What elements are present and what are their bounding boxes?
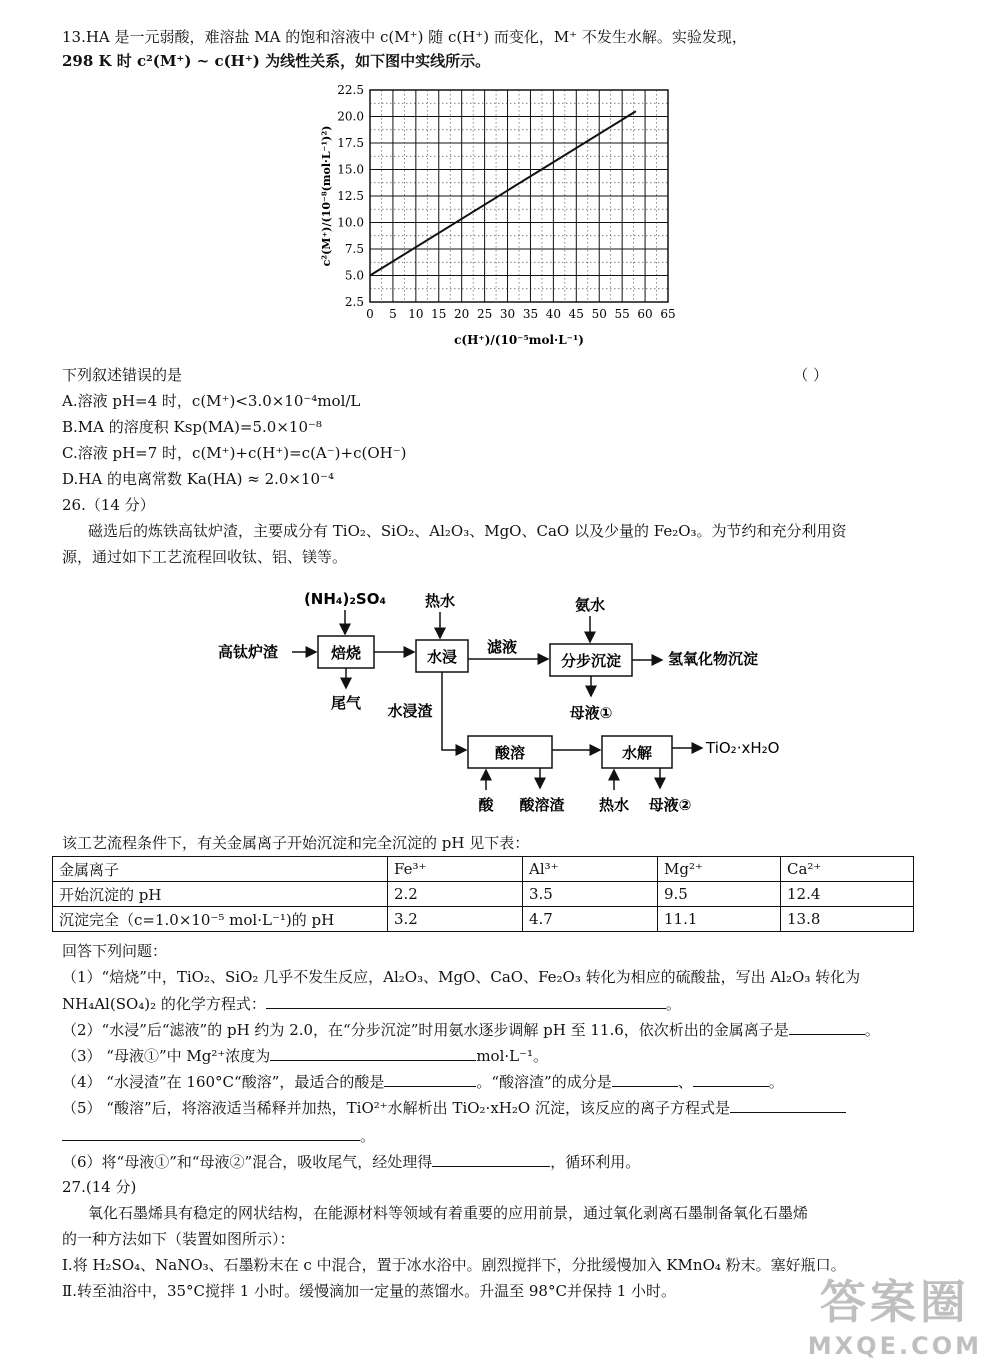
q13-option-c: C.溶液 pH=7 时，c(M⁺)+c(H⁺)=c(A⁻)+c(OH⁻) [62, 444, 407, 462]
chart-y-tick-label: 12.5 [337, 189, 364, 203]
table-row [53, 907, 914, 932]
flow-mother-liquor-1: 母液① [569, 704, 613, 722]
chart-x-tick-label: 30 [499, 307, 516, 321]
flow-box-stepwise-precipitation-label: 分步沉淀 [560, 652, 622, 670]
watermark-top-text: 答案圈 [819, 1275, 970, 1329]
q26-part1-line1: （1）“焙烧”中，TiO₂、SiO₂ 几乎不发生反应，Al₂O₃、MgO、CaO、Fe₂O₃ 转化为相应的硫酸盐，写出 Al₂O₃ 转化为 [62, 968, 861, 986]
chart-x-tick-label: 35 [522, 307, 539, 321]
chart-y-tick-label: 10.0 [337, 215, 364, 230]
chart-x-tick-label: 5 [389, 307, 397, 321]
q27-header: 27.(14 分) [62, 1178, 137, 1196]
chart-x-tick-label: 15 [431, 307, 447, 321]
chart-y-tick-label: 22.5 [337, 83, 364, 97]
answer-blank-2[interactable] [789, 1018, 865, 1035]
q26-process-flowchart [200, 582, 820, 822]
table-cell: 沉淀完全（c=1.0×10⁻⁵ mol·L⁻¹)的 pH [53, 907, 388, 932]
chart-series-line [370, 111, 636, 275]
flow-box-roasting-label: 焙烧 [330, 644, 362, 662]
table-cell: 9.5 [658, 882, 781, 907]
q27-step1: Ⅰ.将 H₂SO₄、NaNO₃、石墨粉末在 c 中混合，置于冰水浴中。剧烈搅拌下，分批缓慢加入 KMnO₄ 粉末。塞好瓶口。 [62, 1256, 846, 1274]
q13-question: 下列叙述错误的是 [62, 366, 183, 384]
chart-y-tick-label: 7.5 [344, 242, 364, 256]
q13-option-b: B.MA 的溶度积 Ksp(MA)=5.0×10⁻⁸ [62, 418, 322, 436]
flow-reagent-hot-water: 热水 [424, 592, 456, 610]
answer-blank-4a[interactable] [384, 1070, 476, 1087]
flow-product-hydroxide: 氢氧化物沉淀 [668, 650, 759, 668]
q26-intro-line1: 磁选后的炼铁高钛炉渣，主要成分有 TiO₂、SiO₂、Al₂O₃、MgO、CaO 以及少量的 Fe₂O₃。为节约和充分利用资 [88, 522, 847, 540]
q27-step2: Ⅱ.转至油浴中，35°C搅拌 1 小时。缓慢滴加一定量的蒸馏水。升温至 98°C并保持 1 小时。 [62, 1282, 677, 1300]
flow-mother-liquor-2: 母液② [648, 796, 692, 814]
q27-intro-line1: 氧化石墨烯具有稳定的网状结构，在能源材料等领域有着重要的应用前景，通过氧化剥离石墨制备氧化石墨烯 [88, 1204, 809, 1222]
q13-option-d: D.HA 的电离常数 Ka(HA) ≈ 2.0×10⁻⁴ [62, 470, 335, 488]
table-header-cell: Fe³⁺ [388, 857, 523, 882]
chart-y-axis-label: c²(M⁺)/(10⁻⁸(mol·L⁻¹)²) [320, 125, 333, 267]
chart-x-tick-label: 0 [366, 307, 374, 321]
table-cell: 2.2 [388, 882, 523, 907]
q26-part1-line2: NH₄Al(SO₄)₂ 的化学方程式： [62, 995, 266, 1013]
flow-box-hydrolysis-label: 水解 [621, 744, 653, 762]
flow-input-acid: 酸 [478, 796, 494, 814]
flow-input-hot-water: 热水 [598, 796, 630, 814]
table-cell: 3.2 [388, 907, 523, 932]
q27-intro-line2: 的一种方法如下（装置如图所示）： [62, 1230, 295, 1248]
q26-header: 26.（14 分） [62, 496, 155, 514]
chart-y-tick-label: 5.0 [344, 268, 364, 283]
table-header-row [53, 857, 914, 882]
flow-start-slag: 高钛炉渣 [218, 643, 279, 661]
q26-part5: （5） “酸溶”后，将溶液适当稀释并加热，TiO²⁺水解析出 TiO₂·xH₂O 沉淀，该反应的离子方程式是 [62, 1099, 730, 1117]
q13-stem-line1: 13.HA 是一元弱酸，难溶盐 MA 的饱和溶液中 c(M⁺) 随 c(H⁺) 而变化，M⁺ 不发生水解。实验发现， [62, 28, 747, 46]
watermark-bottom-text: MXQE.COM [807, 1332, 982, 1360]
table-row [53, 882, 914, 907]
chart-y-tick-label: 17.5 [337, 136, 364, 150]
table-cell: 12.4 [781, 882, 914, 907]
chart-x-tick-label: 20 [454, 307, 470, 321]
table-cell: 13.8 [781, 907, 914, 932]
table-cell: 开始沉淀的 pH [53, 882, 388, 907]
q26-part2: （2）“水浸”后“滤液”的 pH 约为 2.0，在“分步沉淀”时用氨水逐步调解 pH 至 11.6，依次析出的金属离子是 [62, 1021, 789, 1039]
flow-box-water-leach-label: 水浸 [426, 648, 458, 666]
table-header-cell: Ca²⁺ [781, 857, 914, 882]
table-header-cell: Al³⁺ [523, 857, 658, 882]
chart-x-tick-label: 65 [660, 307, 676, 321]
answer-blank-3[interactable] [270, 1044, 476, 1061]
q26-part1-end: 。 [665, 995, 681, 1013]
flow-box-acid-dissolve-label: 酸溶 [494, 744, 526, 762]
metal-ion-ph-table [52, 856, 914, 932]
chart-x-tick-label: 55 [614, 307, 630, 321]
q26-part4-c: 、 [677, 1073, 693, 1091]
table-cell: 4.7 [523, 907, 658, 932]
answer-blank-5b[interactable] [62, 1124, 360, 1141]
flow-reagent-ammonia: 氨水 [574, 596, 606, 614]
flow-water-leach-residue: 水浸渣 [387, 702, 433, 720]
q26-part4-b: 。“酸溶渣”的成分是 [476, 1073, 612, 1091]
flow-reagent-ammonium-sulfate: (NH₄)₂SO₄ [303, 590, 387, 608]
q26-part6-b: ，循环利用。 [550, 1153, 641, 1171]
flow-product-tio2: TiO₂·xH₂O [706, 739, 780, 757]
table-header-cell: Mg²⁺ [658, 857, 781, 882]
flow-exhaust-gas: 尾气 [330, 694, 362, 712]
q13-answer-bracket: （ ） [793, 366, 828, 384]
chart-y-tick-label: 2.5 [344, 295, 364, 309]
chart-x-tick-label: 60 [637, 307, 653, 321]
chart-x-tick-label: 25 [476, 307, 493, 321]
table-cell: 11.1 [658, 907, 781, 932]
chart-x-tick-label: 45 [568, 307, 584, 321]
chart-y-tick-label: 20.0 [337, 109, 364, 124]
answer-blank-6[interactable] [432, 1150, 550, 1167]
answer-blank-4b[interactable] [612, 1070, 678, 1087]
q13-stem-line2: 298 K 时 c²(M⁺) ~ c(H⁺) 为线性关系，如下图中实线所示。 [62, 52, 491, 70]
flow-acid-residue: 酸溶渣 [519, 796, 565, 814]
chart-x-tick-label: 10 [408, 307, 424, 321]
q26-part3-a: （3） “母液①”中 Mg²⁺浓度为 [62, 1047, 271, 1065]
answer-blank-5a[interactable] [730, 1096, 846, 1113]
flow-filtrate-label: 滤液 [486, 638, 518, 656]
q13-line-chart [300, 82, 700, 352]
chart-grid [370, 90, 668, 302]
q26-answer-intro: 回答下列问题： [62, 942, 168, 960]
q13-option-a: A.溶液 pH=4 时，c(M⁺)<3.0×10⁻⁴mol/L [62, 392, 361, 410]
q26-part6-a: （6）将“母液①”和“母液②”混合，吸收尾气，经处理得 [62, 1153, 433, 1171]
chart-x-axis-label: c(H⁺)/(10⁻⁵mol·L⁻¹) [454, 333, 584, 347]
q26-part3-b: mol·L⁻¹。 [476, 1047, 549, 1065]
table-header-cell: 金属离子 [53, 857, 388, 882]
answer-blank-1[interactable] [266, 992, 666, 1009]
chart-y-tick-label: 15.0 [337, 162, 364, 177]
q26-part5-end: 。 [360, 1127, 376, 1145]
watermark-logo [808, 1266, 982, 1360]
q26-part2-end: 。 [864, 1021, 880, 1039]
q26-intro-line2: 源，通过如下工艺流程回收钛、铝、镁等。 [62, 548, 348, 566]
chart-x-tick-label: 40 [545, 307, 562, 321]
table-cell: 3.5 [523, 882, 658, 907]
q26-part4-end: 。 [768, 1073, 784, 1091]
q26-part4-a: （4） “水浸渣”在 160°C“酸溶”，最适合的酸是 [62, 1073, 385, 1091]
q26-table-intro: 该工艺流程条件下，有关金属离子开始沉淀和完全沉淀的 pH 见下表： [62, 834, 530, 852]
answer-blank-4c[interactable] [693, 1070, 769, 1087]
chart-x-tick-label: 50 [591, 307, 607, 321]
